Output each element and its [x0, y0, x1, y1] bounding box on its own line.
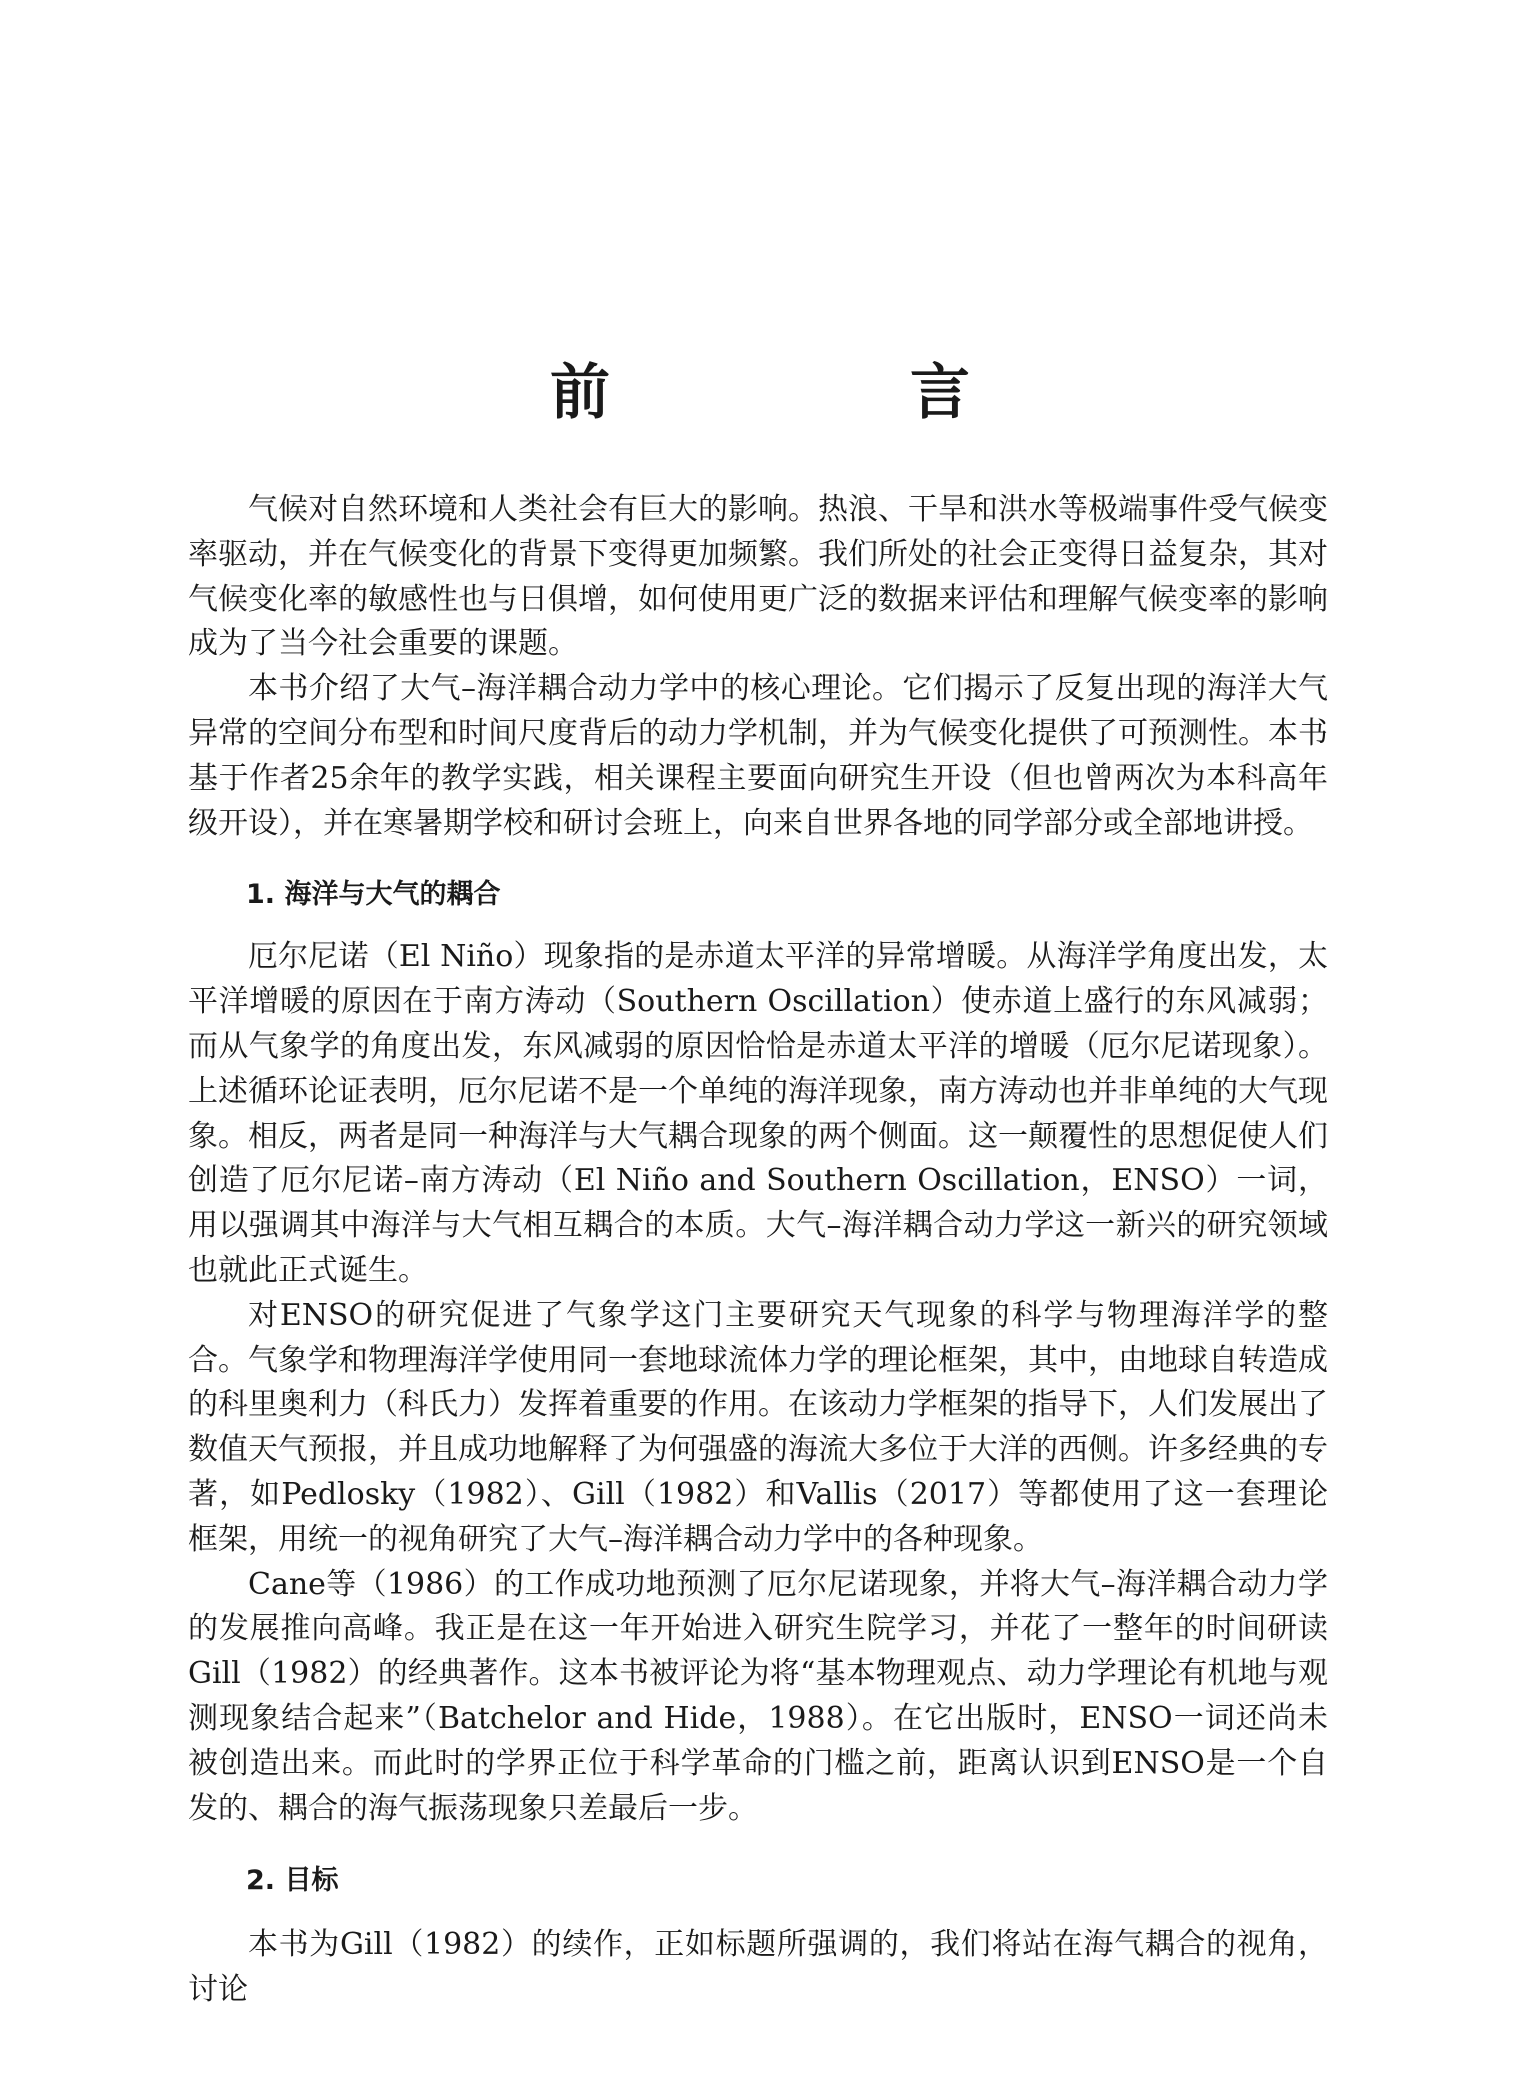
paragraph-book-overview: 本书介绍了大气–海洋耦合动力学中的核心理论。它们揭示了反复出现的海洋大气异常的空间分布型和时间尺度背后的动力学机制，并为气候变化提供了可预测性。本书基于作者25余年的教学实践，相关课程主要面向研究生开设（但也曾两次为本科高年级开设），并在寒暑期学校和研讨会班上，向来自世界各地的同学部分或全部地讲授。: [188, 671, 1328, 841]
section-heading-coupling: 1. 海洋与大气的耦合: [246, 879, 501, 911]
paragraph-cane-1986: Cane等（1986）的工作成功地预测了厄尔尼诺现象，并将大气–海洋耦合动力学的发展推向高峰。我正是在这一年开始进入研究生院学习，并花了一整年的时间研读Gill（1982）的经典著作。这本书被评论为将“基本物理观点、动力学理论有机地与观测现象结合起来”（Batchelor and Hide，1988）。在它出版时，ENSO一词还尚未被创造出来。而此时的学界正位于科学革命的门槛之前，距离认识到ENSO是一个自发的、耦合的海气振荡现象只差最后一步。: [188, 1566, 1328, 1826]
paragraph-goals: 本书为Gill（1982）的续作，正如标题所强调的，我们将站在海气耦合的视角，讨论: [188, 1927, 1328, 2008]
body-text: [188, 488, 1328, 2013]
paragraph-enso-research: 对ENSO的研究促进了气象学这门主要研究天气现象的科学与物理海洋学的整合。气象学和物理海洋学使用同一套地球流体力学的理论框架，其中，由地球自转造成的科里奥利力（科氏力）发挥着重要的作用。在该动力学框架的指导下，人们发展出了数值天气预报，并且成功地解释了为何强盛的海流大多位于大洋的西侧。许多经典的专著，如Pedlosky（1982）、Gill（1982）和Vallis（2017）等都使用了这一套理论框架，用统一的视角研究了大气–海洋耦合动力学中的各种现象。: [188, 1297, 1328, 1557]
paragraph-intro-climate: 气候对自然环境和人类社会有巨大的影响。热浪、干旱和洪水等极端事件受气候变率驱动，并在气候变化的背景下变得更加频繁。我们所处的社会正变得日益复杂，其对气候变化率的敏感性也与日俱增，如何使用更广泛的数据来评估和理解气候变率的影响成为了当今社会重要的课题。: [188, 492, 1328, 662]
paragraph-el-nino: 厄尔尼诺（El Niño）现象指的是赤道太平洋的异常增暖。从海洋学角度出发，太平洋增暖的原因在于南方涛动（Southern Oscillation）使赤道上盛行的东风减弱；而从气象学的角度出发，东风减弱的原因恰恰是赤道太平洋的增暖（厄尔尼诺现象）。上述循环论证表明，厄尔尼诺不是一个单纯的海洋现象，南方涛动也并非单纯的大气现象。相反，两者是同一种海洋与大气耦合现象的两个侧面。这一颠覆性的思想促使人们创造了厄尔尼诺–南方涛动（El Niño and Southern Oscillation，ENSO）一词，用以强调其中海洋与大气相互耦合的本质。大气–海洋耦合动力学这一新兴的研究领域也就此正式诞生。: [188, 939, 1328, 1288]
page-title: 前 言: [550, 358, 1090, 428]
section-heading-goals: 2. 目标: [246, 1865, 339, 1897]
